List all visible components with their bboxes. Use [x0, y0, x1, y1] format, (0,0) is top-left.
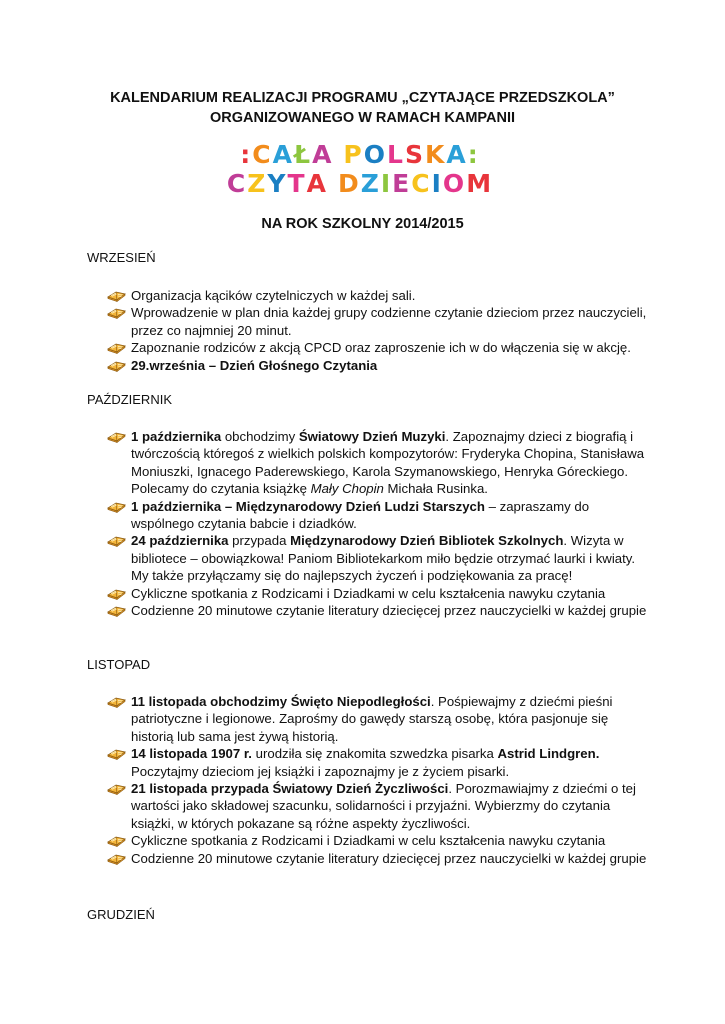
- logo-letter: P: [343, 140, 364, 169]
- logo-letter: :: [467, 140, 480, 169]
- logo-letter: T: [287, 169, 307, 198]
- item-text: . Porozmawiajmy z dziećmi o tej wartości jako składowej szacunku, solidarności i przyjaźni. Wybierzmy do czytania książki, w których pokazane są różne aspekty życzliwości.: [131, 781, 636, 831]
- open-book-icon: [107, 603, 126, 617]
- logo-letter: :: [240, 140, 253, 169]
- logo-letter: L: [387, 140, 405, 169]
- bold-text: 14 listopada 1907 r.: [131, 746, 252, 762]
- list-item: [87, 585, 647, 602]
- document-title-line2: ORGANIZOWANEGO W RAMACH KAMPANII: [209, 110, 516, 126]
- list-wrzesien: [87, 287, 647, 374]
- open-book-icon: [107, 833, 126, 847]
- bold-text: 1 października – Międzynarodowy Dzień Ludzi Starszych: [131, 498, 485, 514]
- open-book-icon: [107, 694, 126, 708]
- list-item: [87, 602, 647, 619]
- list-item: [87, 532, 647, 584]
- item-text: Codzienne 20 minutowe czytanie literatury dziecięcej przez nauczycielki w każdej grupie: [131, 603, 647, 619]
- bold-text: 29.września – Dzień Głośnego Czytania: [131, 357, 378, 373]
- logo-letter: Ł: [294, 140, 313, 169]
- open-book-icon: [107, 499, 126, 513]
- open-book-icon: [107, 851, 126, 865]
- logo-line1: [215, 140, 505, 169]
- open-book-icon: [107, 533, 126, 547]
- item-text: obchodzimy: [221, 429, 299, 444]
- item-text: przypada: [228, 533, 291, 549]
- list-item: [87, 850, 647, 867]
- logo-letter: A: [306, 169, 328, 198]
- bold-text: 11 listopada obchodzimy Święto Niepodległości: [131, 694, 431, 709]
- list-listopad: [87, 693, 647, 867]
- item-text: Cykliczne spotkania z Rodzicami i Dziadkami w celu kształcenia nawyku czytania: [131, 585, 606, 601]
- bold-text: 21 listopada przypada Światowy Dzień Życzliwości: [131, 781, 449, 797]
- list-item: [87, 693, 647, 745]
- logo-letter: I: [380, 169, 393, 198]
- month-heading-grudzien: GRUDZIEŃ: [87, 907, 155, 922]
- open-book-icon: [107, 429, 126, 443]
- logo-letter: O: [363, 140, 388, 169]
- logo-letter: O: [442, 169, 467, 198]
- list-item: [87, 304, 647, 339]
- logo-letter: S: [404, 140, 425, 169]
- item-text: Poczytajmy dzieciom jej książki i zapoznajmy je z życiem pisarki.: [131, 763, 510, 779]
- logo-letter: M: [466, 169, 494, 198]
- campaign-logo: [215, 140, 505, 200]
- list-item: [87, 780, 647, 832]
- open-book-icon: [107, 586, 126, 600]
- item-text: Michała Rusinka.: [383, 481, 488, 497]
- open-book-icon: [107, 746, 126, 760]
- list-item: [87, 498, 647, 533]
- italic-text: Mały Chopin: [310, 481, 384, 497]
- item-text: . Pośpiewajmy z dziećmi pieśni patriotyczne i legionowe. Zaprośmy do gawędy starszą osobę, która pasjonuje się historią lub sama jest żywą historią.: [131, 694, 613, 744]
- logo-letter: Z: [247, 169, 268, 198]
- item-text: Organizacja kącików czytelniczych w każdej sali.: [131, 288, 416, 303]
- logo-letter: C: [252, 140, 273, 169]
- item-text: Zapoznanie rodziców z akcją CPCD oraz zaproszenie ich w do włączenia się w akcję.: [131, 340, 631, 356]
- open-book-icon: [107, 340, 126, 354]
- open-book-icon: [107, 358, 126, 372]
- bold-text: Astrid Lindgren.: [497, 746, 600, 762]
- bold-text: 1 października: [131, 429, 222, 444]
- school-year-heading: NA ROK SZKOLNY 2014/2015: [261, 216, 464, 232]
- document-title-line1: KALENDARIUM REALIZACJI PROGRAMU „CZYTAJĄCE PRZEDSZKOLA”: [110, 90, 615, 106]
- logo-letter: A: [272, 140, 294, 169]
- item-text: . Wizyta w bibliotece – obowiązkowa! Paniom Bibliotekarkom miło będzie otrzymać laurki i kwiaty. My także przyłączamy się do najlepszych życzeń i podziękowania za pracę!: [131, 533, 636, 584]
- item-text: – zapraszamy do wspólnego czytania babcie i dziadków.: [131, 498, 590, 532]
- list-pazdziernik: [87, 428, 647, 619]
- logo-letter: D: [337, 169, 361, 198]
- logo-letter: C: [411, 169, 432, 198]
- list-item: [87, 832, 647, 849]
- logo-letter: A: [446, 140, 468, 169]
- item-text: urodziła się znakomita szwedzka pisarka: [251, 746, 498, 762]
- open-book-icon: [107, 305, 126, 319]
- item-text: Wprowadzenie w plan dnia każdej grupy codzienne czytanie dzieciom przez nauczycieli, przez co najmniej 20 minut.: [131, 305, 647, 338]
- list-item: [87, 287, 647, 304]
- item-text: . Zapoznajmy dzieci z biografią i twórczością któregoś z wielkich polskich kompozytorów: Fryderyka Chopina, Stanisława Moniuszki, Ignacego Paderewskiego, Karola Szymanowskiego, Henryka Góreckiego. Polecamy do czytania książkę: [131, 429, 645, 497]
- logo-letter: Y: [267, 169, 288, 198]
- item-text: Codzienne 20 minutowe czytanie literatury dziecięcej przez nauczycielki w każdej grupie: [131, 850, 647, 866]
- list-item: [87, 357, 647, 374]
- list-item: [87, 745, 647, 780]
- logo-line2: [215, 169, 505, 198]
- bold-text: Międzynarodowy Dzień Bibliotek Szkolnych: [290, 533, 564, 549]
- month-heading-listopad: LISTOPAD: [87, 657, 151, 672]
- logo-letter: C: [226, 169, 248, 198]
- bold-text: 24 października: [131, 533, 229, 549]
- logo-letter: I: [431, 169, 443, 198]
- open-book-icon: [107, 781, 126, 795]
- open-book-icon: [107, 288, 126, 302]
- logo-letter: Z: [360, 169, 381, 198]
- logo-letter: K: [424, 140, 447, 169]
- month-heading-pazdziernik: PAŹDZIERNIK: [87, 392, 172, 407]
- bold-text: Światowy Dzień Muzyki: [298, 429, 446, 444]
- item-text: Cykliczne spotkania z Rodzicami i Dziadkami w celu kształcenia nawyku czytania: [131, 833, 606, 849]
- logo-letter: E: [392, 169, 412, 198]
- month-heading-wrzesien: WRZESIEŃ: [87, 250, 156, 265]
- logo-letter: A: [312, 140, 334, 169]
- list-item: [87, 428, 647, 498]
- list-item: [87, 339, 647, 356]
